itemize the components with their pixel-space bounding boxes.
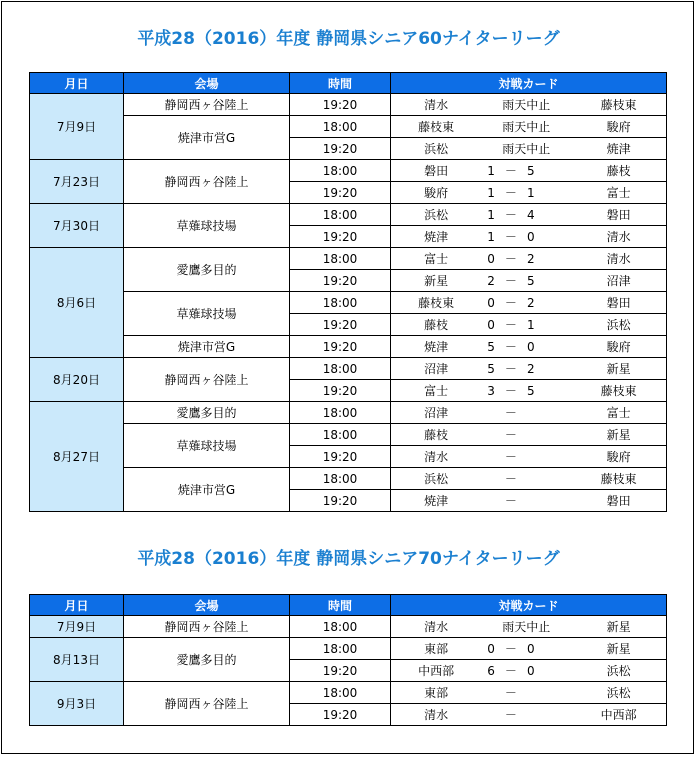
home-team: 東部 [424,686,449,700]
away-team: 新星 [606,428,631,442]
home-score: 2 [487,273,495,288]
away-team: 新星 [606,642,631,656]
header-date: 月日 [30,73,124,94]
time-cell: 18:00 [290,402,391,424]
header-venue: 会場 [124,73,290,94]
time-cell: 18:00 [290,160,391,182]
home-team: 藤枝 [424,318,449,332]
home-team: 富士 [424,252,449,266]
away-team: 駿府 [606,450,631,464]
match-cell [391,116,667,138]
home-team: 清水 [424,708,449,722]
away-team: 清水 [606,252,631,266]
home-team: 藤枝東 [418,296,455,310]
date-cell: 7月9日 [30,616,124,638]
score-dash: － [504,362,517,376]
venue-cell: 静岡西ヶ谷陸上 [124,616,290,638]
league70-title: 平成28（2016）年度 静岡県シニア70ナイターリーグ [137,549,560,569]
league60-table [29,72,667,512]
match-line [391,272,666,289]
score-dash: － [504,406,517,420]
match-result: 雨天中止 [502,98,551,112]
match-line [391,470,666,487]
table-row [30,638,667,660]
header-time: 時間 [290,595,391,616]
away-team: 清水 [606,230,631,244]
home-score: 6 [487,663,495,678]
match-cell [391,182,667,204]
score-dash: － [504,472,517,486]
away-team: 新星 [606,362,631,376]
away-team: 浜松 [606,686,631,700]
match-cell [391,660,667,682]
match-line [391,184,666,201]
match-line [391,140,666,157]
match-cell [391,358,667,380]
away-team: 駿府 [606,120,631,134]
match-cell [391,682,667,704]
table-header-row [30,595,667,616]
home-team: 清水 [424,450,449,464]
score-dash: － [504,186,517,200]
time-cell: 19:20 [290,660,391,682]
score-dash: － [504,708,517,722]
venue-cell: 静岡西ヶ谷陸上 [124,94,290,116]
away-score: 0 [526,229,535,244]
match-line [391,492,666,509]
match-cell [391,446,667,468]
match-cell [391,160,667,182]
table-row [30,336,667,358]
time-cell: 19:20 [290,704,391,726]
away-team: 富士 [606,406,631,420]
match-cell [391,468,667,490]
score-dash: － [504,664,517,678]
home-score: 3 [487,383,495,398]
home-team: 浜松 [424,142,449,156]
away-score: 2 [526,361,535,376]
table-row [30,402,667,424]
table-row [30,616,667,638]
venue-cell: 静岡西ヶ谷陸上 [124,358,290,402]
match-cell [391,270,667,292]
away-team: 駿府 [606,340,631,354]
score-dash: － [504,274,517,288]
home-team: 焼津 [424,340,449,354]
match-line [391,228,666,245]
table-row [30,682,667,704]
date-cell: 7月23日 [30,160,124,204]
time-cell: 19:20 [290,94,391,116]
header-match: 対戦カード [391,595,667,616]
venue-cell: 草薙球技場 [124,424,290,468]
time-cell: 19:20 [290,182,391,204]
match-line [391,706,666,723]
date-cell: 8月6日 [30,248,124,358]
match-line [391,250,666,267]
away-team: 中西部 [600,708,637,722]
match-line [391,162,666,179]
table-row [30,204,667,226]
score-dash: － [504,164,517,178]
time-cell: 18:00 [290,292,391,314]
venue-cell: 愛鷹多目的 [124,638,290,682]
home-team: 沼津 [424,362,449,376]
match-line [391,96,666,113]
time-cell: 18:00 [290,204,391,226]
home-team: 清水 [424,98,449,112]
away-score: 1 [526,185,535,200]
table-row [30,468,667,490]
league60-body [30,94,667,512]
home-score: 0 [487,641,495,656]
table-row [30,358,667,380]
home-team: 富士 [424,384,449,398]
score-dash: － [504,296,517,310]
match-cell [391,292,667,314]
match-cell [391,138,667,160]
home-team: 駿府 [424,186,449,200]
match-cell [391,402,667,424]
away-team: 藤枝東 [600,98,637,112]
home-team: 中西部 [418,664,455,678]
home-score: 1 [487,163,495,178]
league70-table [29,594,667,726]
venue-cell: 静岡西ヶ谷陸上 [124,160,290,204]
match-result: 雨天中止 [502,142,551,156]
home-team: 東部 [424,642,449,656]
time-cell: 19:20 [290,270,391,292]
home-team: 焼津 [424,230,449,244]
venue-cell: 静岡西ヶ谷陸上 [124,682,290,726]
venue-cell: 焼津市営G [124,468,290,512]
away-score: 5 [526,163,535,178]
table-row [30,116,667,138]
away-score: 5 [526,383,535,398]
time-cell: 18:00 [290,248,391,270]
match-cell [391,314,667,336]
score-dash: － [504,208,517,222]
date-cell: 8月13日 [30,638,124,682]
home-score: 0 [487,295,495,310]
home-team: 清水 [424,620,449,634]
match-cell [391,638,667,660]
date-cell: 7月9日 [30,94,124,160]
time-cell: 19:20 [290,226,391,248]
home-team: 磐田 [424,164,449,178]
match-line [391,382,666,399]
header-date: 月日 [30,595,124,616]
header-time: 時間 [290,73,391,94]
away-score: 0 [526,663,535,678]
venue-cell: 草薙球技場 [124,204,290,248]
match-line [391,640,666,657]
date-cell: 9月3日 [30,682,124,726]
away-team: 藤枝東 [600,384,637,398]
table-row [30,248,667,270]
away-team: 藤枝東 [600,472,637,486]
home-score: 1 [487,229,495,244]
header-venue: 会場 [124,595,290,616]
away-team: 磐田 [606,208,631,222]
match-line [391,206,666,223]
home-score: 1 [487,185,495,200]
match-line [391,316,666,333]
date-cell: 8月20日 [30,358,124,402]
time-cell: 18:00 [290,468,391,490]
time-cell: 18:00 [290,424,391,446]
away-team: 磐田 [606,494,631,508]
match-line [391,448,666,465]
venue-cell: 愛鷹多目的 [124,402,290,424]
away-score: 5 [526,273,535,288]
home-score: 0 [487,317,495,332]
home-score: 5 [487,361,495,376]
league60-title: 平成28（2016）年度 静岡県シニア60ナイターリーグ [137,29,560,49]
score-dash: － [504,494,517,508]
home-score: 0 [487,251,495,266]
home-team: 藤枝東 [418,120,455,134]
home-team: 新星 [424,274,449,288]
away-score: 0 [526,339,535,354]
match-line [391,118,666,135]
score-dash: － [504,428,517,442]
away-team: 富士 [606,186,631,200]
match-cell [391,490,667,512]
date-cell: 8月27日 [30,402,124,512]
home-team: 浜松 [424,472,449,486]
match-line [391,360,666,377]
venue-cell: 焼津市営G [124,336,290,358]
away-score: 2 [526,251,535,266]
league70-body [30,616,667,726]
table-row [30,94,667,116]
score-dash: － [504,230,517,244]
away-score: 0 [526,641,535,656]
time-cell: 19:20 [290,314,391,336]
score-dash: － [504,252,517,266]
match-line [391,684,666,701]
match-line [391,294,666,311]
match-line [391,338,666,355]
time-cell: 18:00 [290,682,391,704]
venue-cell: 愛鷹多目的 [124,248,290,292]
away-team: 浜松 [606,664,631,678]
away-score: 2 [526,295,535,310]
time-cell: 18:00 [290,116,391,138]
home-team: 焼津 [424,494,449,508]
venue-cell: 焼津市営G [124,116,290,160]
home-team: 沼津 [424,406,449,420]
away-score: 1 [526,317,535,332]
time-cell: 19:20 [290,380,391,402]
away-team: 磐田 [606,296,631,310]
away-team: 藤枝 [606,164,631,178]
home-score: 5 [487,339,495,354]
time-cell: 19:20 [290,336,391,358]
match-line [391,618,666,635]
away-team: 浜松 [606,318,631,332]
score-dash: － [504,450,517,464]
match-cell [391,380,667,402]
match-line [391,426,666,443]
score-dash: － [504,642,517,656]
home-team: 浜松 [424,208,449,222]
time-cell: 18:00 [290,638,391,660]
score-dash: － [504,686,517,700]
away-team: 焼津 [606,142,631,156]
match-line [391,662,666,679]
match-cell [391,94,667,116]
home-score: 1 [487,207,495,222]
match-line [391,404,666,421]
match-cell [391,336,667,358]
table-row [30,160,667,182]
away-score: 4 [526,207,535,222]
table-row [30,292,667,314]
table-header-row [30,73,667,94]
match-cell [391,226,667,248]
score-dash: － [504,340,517,354]
score-dash: － [504,384,517,398]
match-cell [391,616,667,638]
time-cell: 18:00 [290,616,391,638]
header-match: 対戦カード [391,73,667,94]
time-cell: 19:20 [290,490,391,512]
away-team: 沼津 [606,274,631,288]
score-dash: － [504,318,517,332]
match-cell [391,704,667,726]
away-team: 新星 [606,620,631,634]
home-team: 藤枝 [424,428,449,442]
match-result: 雨天中止 [502,620,551,634]
time-cell: 19:20 [290,446,391,468]
match-cell [391,424,667,446]
time-cell: 18:00 [290,358,391,380]
match-result: 雨天中止 [502,120,551,134]
table-row [30,424,667,446]
match-cell [391,204,667,226]
venue-cell: 草薙球技場 [124,292,290,336]
time-cell: 19:20 [290,138,391,160]
match-cell [391,248,667,270]
date-cell: 7月30日 [30,204,124,248]
